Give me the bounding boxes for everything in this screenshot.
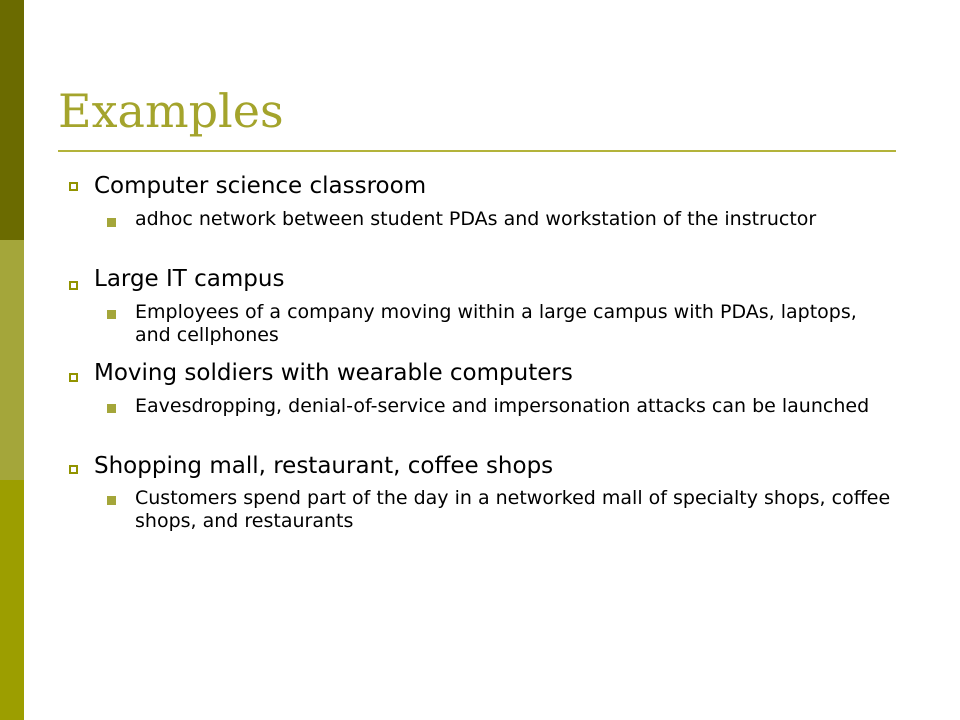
bullet-square-outline-icon [69, 182, 78, 191]
sub-bullet-item: Customers spend part of the day in a networked mall of specialty shops, coffee shops, and restaurants [135, 487, 891, 532]
bullet-square-filled-icon [107, 404, 116, 413]
bullet-item: Moving soldiers with wearable computers [94, 360, 573, 386]
bullet-square-filled-icon [107, 218, 116, 227]
sub-bullet-item: Employees of a company moving within a large campus with PDAs, laptops, and cellphones [135, 301, 857, 346]
bullet-square-filled-icon [107, 496, 116, 505]
bullet-square-outline-icon [69, 281, 78, 290]
bullet-item: Large IT campus [94, 266, 285, 292]
sub-bullet-item: Eavesdropping, denial-of-service and impersonation attacks can be launched [135, 395, 870, 417]
title-underline [58, 150, 896, 152]
bullet-item: Computer science classroom [94, 173, 427, 199]
sidebar-band-bottom [0, 480, 24, 720]
bullet-square-outline-icon [69, 373, 78, 382]
sub-bullet-item: adhoc network between student PDAs and workstation of the instructor [135, 208, 817, 230]
slide-title: Examples [58, 84, 284, 138]
bullet-square-filled-icon [107, 310, 116, 319]
bullet-item: Shopping mall, restaurant, coffee shops [94, 453, 554, 479]
sidebar-decoration [0, 0, 24, 720]
bullet-square-outline-icon [69, 465, 78, 474]
sidebar-band-middle [0, 240, 24, 480]
sidebar-band-top [0, 0, 24, 240]
